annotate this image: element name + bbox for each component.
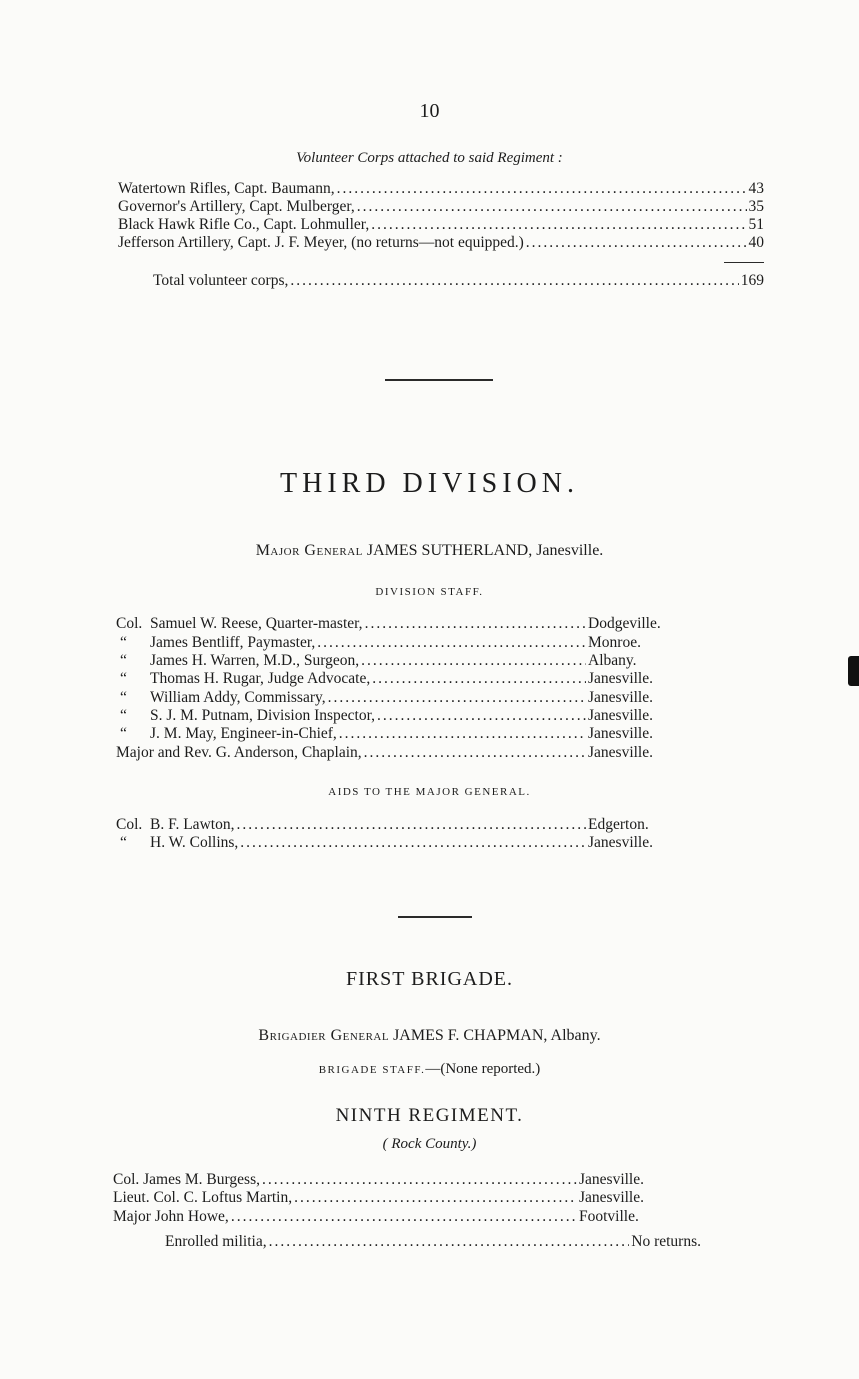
volunteer-row-value: 51 bbox=[748, 216, 764, 233]
volunteer-row-value: 43 bbox=[748, 180, 764, 197]
staff-name: J. M. May, Engineer-in-Chief, bbox=[150, 725, 337, 742]
staff-place: Janesville. bbox=[588, 670, 653, 687]
regiment-officer-row bbox=[113, 1189, 671, 1207]
officer-place: Janesville. bbox=[579, 1189, 644, 1206]
staff-prefix: “ bbox=[120, 707, 127, 724]
regiment-officer-row bbox=[113, 1171, 671, 1189]
volunteer-row-value: 35 bbox=[748, 198, 764, 215]
officer-place: Footville. bbox=[579, 1208, 639, 1225]
enrolled-militia-row bbox=[165, 1233, 701, 1251]
volunteer-corps-heading: Volunteer Corps attached to said Regiment : bbox=[296, 150, 563, 166]
section-divider bbox=[398, 916, 472, 918]
militia-value: No returns. bbox=[631, 1233, 701, 1250]
division-commander-rank: Major General bbox=[255, 542, 363, 559]
brigade-commander bbox=[0, 1027, 859, 1045]
staff-row bbox=[116, 652, 680, 670]
officer-place: Janesville. bbox=[579, 1171, 644, 1188]
volunteer-total-label: Total volunteer corps, bbox=[153, 272, 289, 289]
aid-prefix: Col. bbox=[116, 816, 143, 833]
aid-row bbox=[116, 834, 680, 852]
staff-row bbox=[116, 725, 680, 743]
staff-row bbox=[116, 707, 680, 725]
volunteer-row bbox=[118, 198, 764, 216]
militia-label: Enrolled militia, bbox=[165, 1233, 267, 1250]
officer-name: Col. James M. Burgess, bbox=[113, 1171, 260, 1188]
staff-name: James H. Warren, M.D., Surgeon, bbox=[150, 652, 360, 669]
volunteer-row-label: Black Hawk Rifle Co., Capt. Lohmuller, bbox=[118, 216, 370, 233]
scan-edge-mark bbox=[848, 656, 859, 686]
brigade-staff-label: BRIGADE STAFF. bbox=[318, 1064, 426, 1076]
officer-name: Major John Howe, bbox=[113, 1208, 229, 1225]
volunteer-row-label: Governor's Artillery, Capt. Mulberger, bbox=[118, 198, 355, 215]
aid-place: Edgerton. bbox=[588, 816, 649, 833]
first-brigade-title: FIRST BRIGADE. bbox=[346, 968, 513, 990]
staff-name: James Bentliff, Paymaster, bbox=[150, 634, 316, 651]
staff-place: Janesville. bbox=[588, 725, 653, 742]
staff-place: Dodgeville. bbox=[588, 615, 661, 632]
section-divider bbox=[385, 379, 493, 381]
brigade-commander-name: JAMES F. CHAPMAN, Albany. bbox=[393, 1027, 601, 1044]
staff-place: Albany. bbox=[588, 652, 637, 669]
page-number: 10 bbox=[419, 100, 440, 122]
aids-heading: AIDS TO THE MAJOR GENERAL. bbox=[328, 786, 531, 798]
staff-prefix: “ bbox=[120, 634, 127, 651]
staff-prefix: “ bbox=[120, 652, 127, 669]
staff-name: William Addy, Commissary, bbox=[150, 689, 326, 706]
brigade-staff-note: —(None reported.) bbox=[425, 1061, 541, 1077]
division-staff-heading: DIVISION STAFF. bbox=[375, 586, 484, 598]
staff-name: Samuel W. Reese, Quarter-master, bbox=[150, 615, 363, 632]
regiment-county: ( Rock County.) bbox=[382, 1136, 477, 1152]
volunteer-row bbox=[118, 216, 764, 234]
staff-row bbox=[116, 634, 680, 652]
brigade-commander-rank: Brigadier General bbox=[258, 1027, 390, 1044]
aid-name: H. W. Collins, bbox=[150, 834, 239, 851]
staff-name: Major and Rev. G. Anderson, Chaplain, bbox=[116, 744, 362, 761]
staff-prefix: “ bbox=[120, 670, 127, 687]
staff-prefix: Col. bbox=[116, 615, 143, 632]
staff-prefix: “ bbox=[120, 725, 127, 742]
staff-place: Janesville. bbox=[588, 689, 653, 706]
volunteer-row bbox=[118, 234, 764, 252]
aid-prefix: “ bbox=[120, 834, 127, 851]
volunteer-row bbox=[118, 180, 764, 198]
regiment-officer-row bbox=[113, 1208, 671, 1226]
staff-row bbox=[116, 670, 680, 688]
staff-row bbox=[116, 689, 680, 707]
brigade-staff-line bbox=[0, 1061, 859, 1078]
volunteer-total-value: 169 bbox=[740, 272, 764, 289]
volunteer-total-row bbox=[153, 272, 764, 290]
staff-place: Monroe. bbox=[588, 634, 641, 651]
division-commander bbox=[0, 542, 859, 560]
staff-name: Thomas H. Rugar, Judge Advocate, bbox=[150, 670, 371, 687]
third-division-title: THIRD DIVISION. bbox=[280, 468, 579, 499]
staff-prefix: “ bbox=[120, 689, 127, 706]
division-commander-name: JAMES SUTHERLAND, Janesville. bbox=[366, 542, 604, 559]
ninth-regiment-title: NINTH REGIMENT. bbox=[335, 1105, 524, 1126]
volunteer-row-value: 40 bbox=[748, 234, 764, 251]
volunteer-row-label: Jefferson Artillery, Capt. J. F. Meyer, (no returns—not equipped.) bbox=[118, 234, 524, 251]
aid-place: Janesville. bbox=[588, 834, 653, 851]
aid-row bbox=[116, 816, 680, 834]
staff-row bbox=[116, 744, 680, 762]
staff-name: S. J. M. Putnam, Division Inspector, bbox=[150, 707, 375, 724]
volunteer-row-label: Watertown Rifles, Capt. Baumann, bbox=[118, 180, 335, 197]
officer-name: Lieut. Col. C. Loftus Martin, bbox=[113, 1189, 293, 1206]
total-rule bbox=[724, 262, 764, 263]
staff-place: Janesville. bbox=[588, 707, 653, 724]
staff-place: Janesville. bbox=[588, 744, 653, 761]
aid-name: B. F. Lawton, bbox=[150, 816, 235, 833]
staff-row bbox=[116, 615, 680, 633]
